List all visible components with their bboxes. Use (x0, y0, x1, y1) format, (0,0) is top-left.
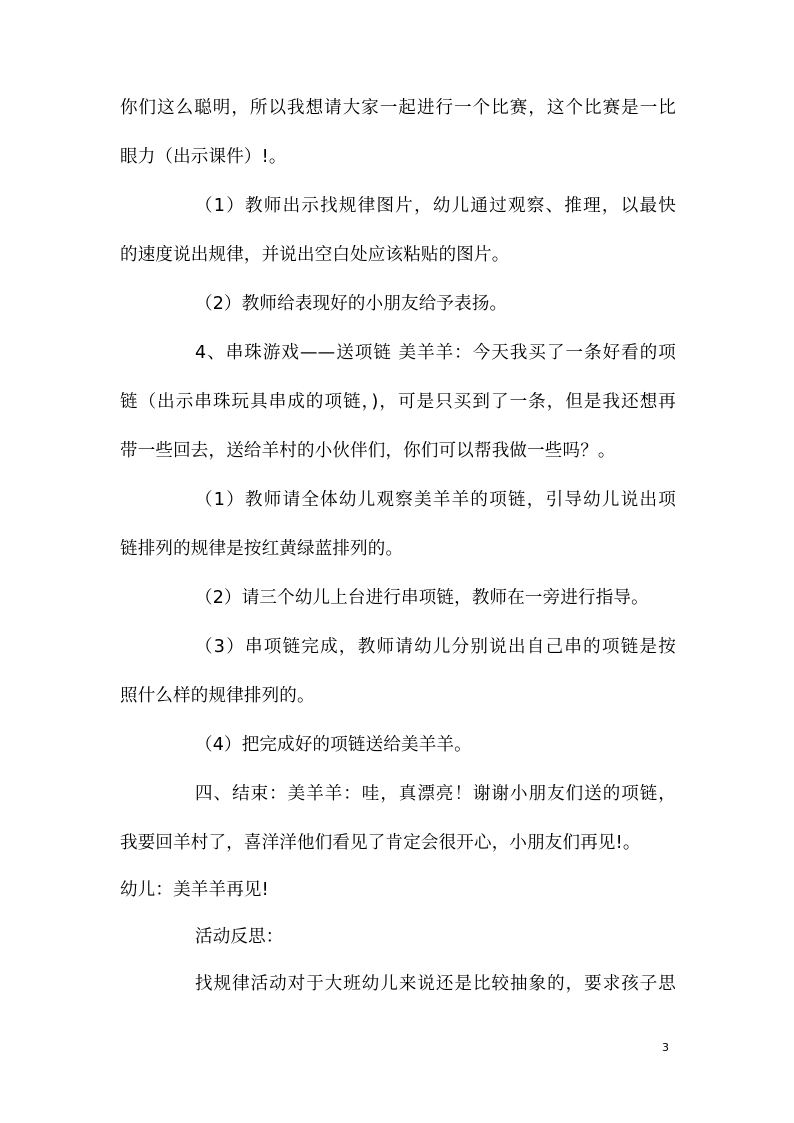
text-line: （1）教师请全体幼儿观察美羊羊的项链，引导幼儿说出项 (195, 490, 676, 510)
text-line: 你们这么聪明，所以我想请大家一起进行一个比赛，这个比赛是一比 (120, 98, 676, 118)
text-line: （1）教师出示找规律图片，幼儿通过观察、推理，以最快 (195, 196, 676, 216)
text-line: 照什么样的规律排列的。 (120, 686, 315, 706)
text-line: （4）把完成好的项链送给美羊羊。 (195, 735, 472, 755)
text-line: 活动反思： (195, 927, 284, 947)
text-line: 的速度说出规律，并说出空白处应该粘贴的图片。 (120, 245, 510, 265)
text-line: 链排列的规律是按红黄绿蓝排列的。 (120, 539, 404, 559)
text-line: 链（出示串珠玩具串成的项链，)，可是只买到了一条，但是我还想再 (120, 392, 676, 412)
text-line: 带一些回去，送给羊村的小伙伴们，你们可以帮我做一些吗？。 (120, 441, 616, 461)
text-line: 幼儿：美羊羊再见! (120, 880, 269, 900)
text-line: 找规律活动对于大班幼儿来说还是比较抽象的，要求孩子思 (195, 974, 676, 994)
text-line: 眼力（出示课件）!。 (120, 147, 287, 167)
text-line: （2）请三个幼儿上台进行串项链，教师在一旁进行指导。 (195, 588, 649, 608)
text-line: 我要回羊村了，喜洋洋他们看见了肯定会很开心，小朋友们再见!。 (120, 833, 641, 853)
text-line: 4、串珠游戏——送项链 美羊羊：今天我买了一条好看的项 (195, 343, 676, 363)
text-line: （3）串项链完成，教师请幼儿分别说出自己串的项链是按 (195, 637, 676, 657)
text-line: （2）教师给表现好的小朋友给予表扬。 (195, 294, 508, 314)
text-line: 四、结束：美羊羊：哇，真漂亮！谢谢小朋友们送的项链， (195, 784, 676, 804)
page-number: 3 (662, 1041, 669, 1054)
